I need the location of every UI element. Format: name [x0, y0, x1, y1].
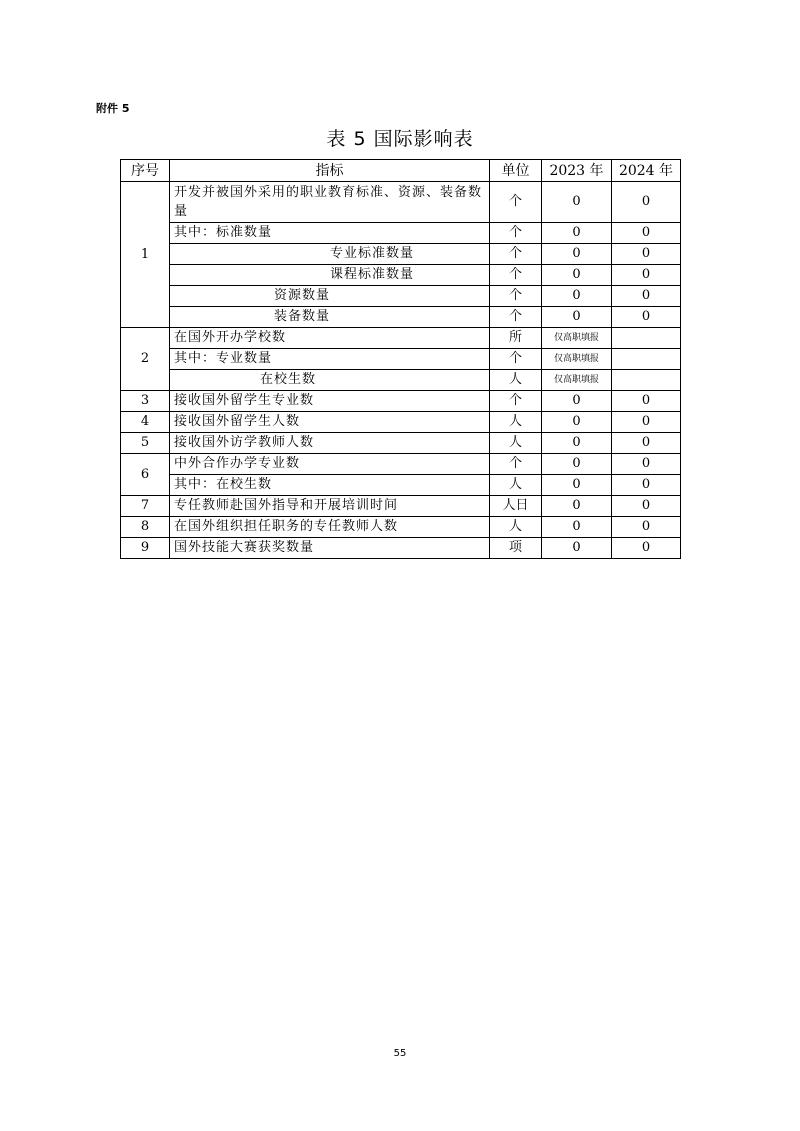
value-2023-cell: 0 — [542, 517, 612, 538]
indicator-cell: 在校生数 — [170, 370, 490, 391]
unit-cell: 个 — [490, 244, 542, 265]
seq-cell: 8 — [121, 517, 170, 538]
unit-cell: 所 — [490, 328, 542, 349]
value-2024-cell — [612, 328, 681, 349]
seq-cell: 2 — [121, 328, 170, 391]
unit-cell: 个 — [490, 182, 542, 223]
value-2024-cell: 0 — [612, 307, 681, 328]
value-2024-cell: 0 — [612, 475, 681, 496]
header-2023: 2023 年 — [542, 160, 612, 182]
value-2024-cell: 0 — [612, 286, 681, 307]
value-2024-cell: 0 — [612, 517, 681, 538]
value-2023-cell: 0 — [542, 412, 612, 433]
indicator-cell: 接收国外访学教师人数 — [170, 433, 490, 454]
unit-cell: 个 — [490, 454, 542, 475]
header-seq: 序号 — [121, 160, 170, 182]
value-2024-cell: 0 — [612, 412, 681, 433]
indicator-cell: 专业标准数量 — [170, 244, 490, 265]
value-2024-cell: 0 — [612, 454, 681, 475]
value-2023-cell: 0 — [542, 286, 612, 307]
value-2024-cell: 0 — [612, 265, 681, 286]
indicator-cell: 在国外开办学校数 — [170, 328, 490, 349]
indicator-cell: 资源数量 — [170, 286, 490, 307]
table-row — [121, 286, 681, 307]
value-2023-cell: 0 — [542, 307, 612, 328]
table-row — [121, 307, 681, 328]
page-number: 55 — [393, 1048, 407, 1059]
unit-cell: 个 — [490, 349, 542, 370]
table-row — [121, 517, 681, 538]
value-2023-cell: 0 — [542, 182, 612, 223]
indicator-cell: 中外合作办学专业数 — [170, 454, 490, 475]
value-2023-cell: 0 — [542, 223, 612, 244]
unit-cell: 人 — [490, 475, 542, 496]
indicator-cell: 国外技能大赛获奖数量 — [170, 538, 490, 559]
header-indicator: 指标 — [170, 160, 490, 182]
table-row — [121, 349, 681, 370]
seq-cell: 4 — [121, 412, 170, 433]
international-influence-table — [120, 159, 681, 559]
seq-cell: 3 — [121, 391, 170, 412]
indicator-cell: 在国外组织担任职务的专任教师人数 — [170, 517, 490, 538]
value-2023-cell: 0 — [542, 265, 612, 286]
unit-cell: 人 — [490, 517, 542, 538]
unit-cell: 个 — [490, 286, 542, 307]
value-2023-cell: 0 — [542, 244, 612, 265]
value-2024-cell: 0 — [612, 244, 681, 265]
table-row — [121, 454, 681, 475]
indicator-cell: 其中：在校生数 — [170, 475, 490, 496]
value-2023-cell: 0 — [542, 391, 612, 412]
table-row — [121, 433, 681, 454]
indicator-cell: 专任教师赴国外指导和开展培训时间 — [170, 496, 490, 517]
unit-cell: 个 — [490, 265, 542, 286]
value-2023-cell: 0 — [542, 454, 612, 475]
indicator-cell: 其中：专业数量 — [170, 349, 490, 370]
value-2024-cell: 0 — [612, 223, 681, 244]
table-row — [121, 265, 681, 286]
seq-cell: 9 — [121, 538, 170, 559]
table-row — [121, 328, 681, 349]
table-row — [121, 496, 681, 517]
table-row — [121, 412, 681, 433]
seq-cell: 1 — [121, 182, 170, 328]
unit-cell: 人 — [490, 433, 542, 454]
unit-cell: 人 — [490, 370, 542, 391]
table-row — [121, 182, 681, 223]
value-2023-cell: 仅高职填报 — [542, 328, 612, 349]
indicator-cell: 接收国外留学生专业数 — [170, 391, 490, 412]
value-2023-cell: 0 — [542, 538, 612, 559]
table-row — [121, 391, 681, 412]
value-2024-cell — [612, 370, 681, 391]
value-2024-cell — [612, 349, 681, 370]
unit-cell: 人 — [490, 412, 542, 433]
unit-cell: 人日 — [490, 496, 542, 517]
table-row — [121, 370, 681, 391]
value-2024-cell: 0 — [612, 496, 681, 517]
indicator-cell: 课程标准数量 — [170, 265, 490, 286]
indicator-cell: 其中：标准数量 — [170, 223, 490, 244]
table-row — [121, 223, 681, 244]
value-2024-cell: 0 — [612, 182, 681, 223]
seq-cell: 7 — [121, 496, 170, 517]
value-2023-cell: 仅高职填报 — [542, 349, 612, 370]
table-title: 表 5 国际影响表 — [326, 128, 474, 150]
indicator-cell: 接收国外留学生人数 — [170, 412, 490, 433]
table-row — [121, 475, 681, 496]
value-2024-cell: 0 — [612, 538, 681, 559]
table-row — [121, 538, 681, 559]
seq-cell: 5 — [121, 433, 170, 454]
indicator-cell: 开发并被国外采用的职业教育标准、资源、装备数量 — [170, 182, 490, 223]
value-2023-cell: 仅高职填报 — [542, 370, 612, 391]
attachment-label: 附件 5 — [96, 102, 130, 115]
unit-cell: 项 — [490, 538, 542, 559]
value-2023-cell: 0 — [542, 496, 612, 517]
value-2023-cell: 0 — [542, 475, 612, 496]
unit-cell: 个 — [490, 391, 542, 412]
table-row — [121, 244, 681, 265]
table-header-row — [121, 160, 681, 182]
header-unit: 单位 — [490, 160, 542, 182]
value-2024-cell: 0 — [612, 391, 681, 412]
value-2024-cell: 0 — [612, 433, 681, 454]
unit-cell: 个 — [490, 307, 542, 328]
value-2023-cell: 0 — [542, 433, 612, 454]
seq-cell: 6 — [121, 454, 170, 496]
unit-cell: 个 — [490, 223, 542, 244]
indicator-cell: 装备数量 — [170, 307, 490, 328]
header-2024: 2024 年 — [612, 160, 681, 182]
